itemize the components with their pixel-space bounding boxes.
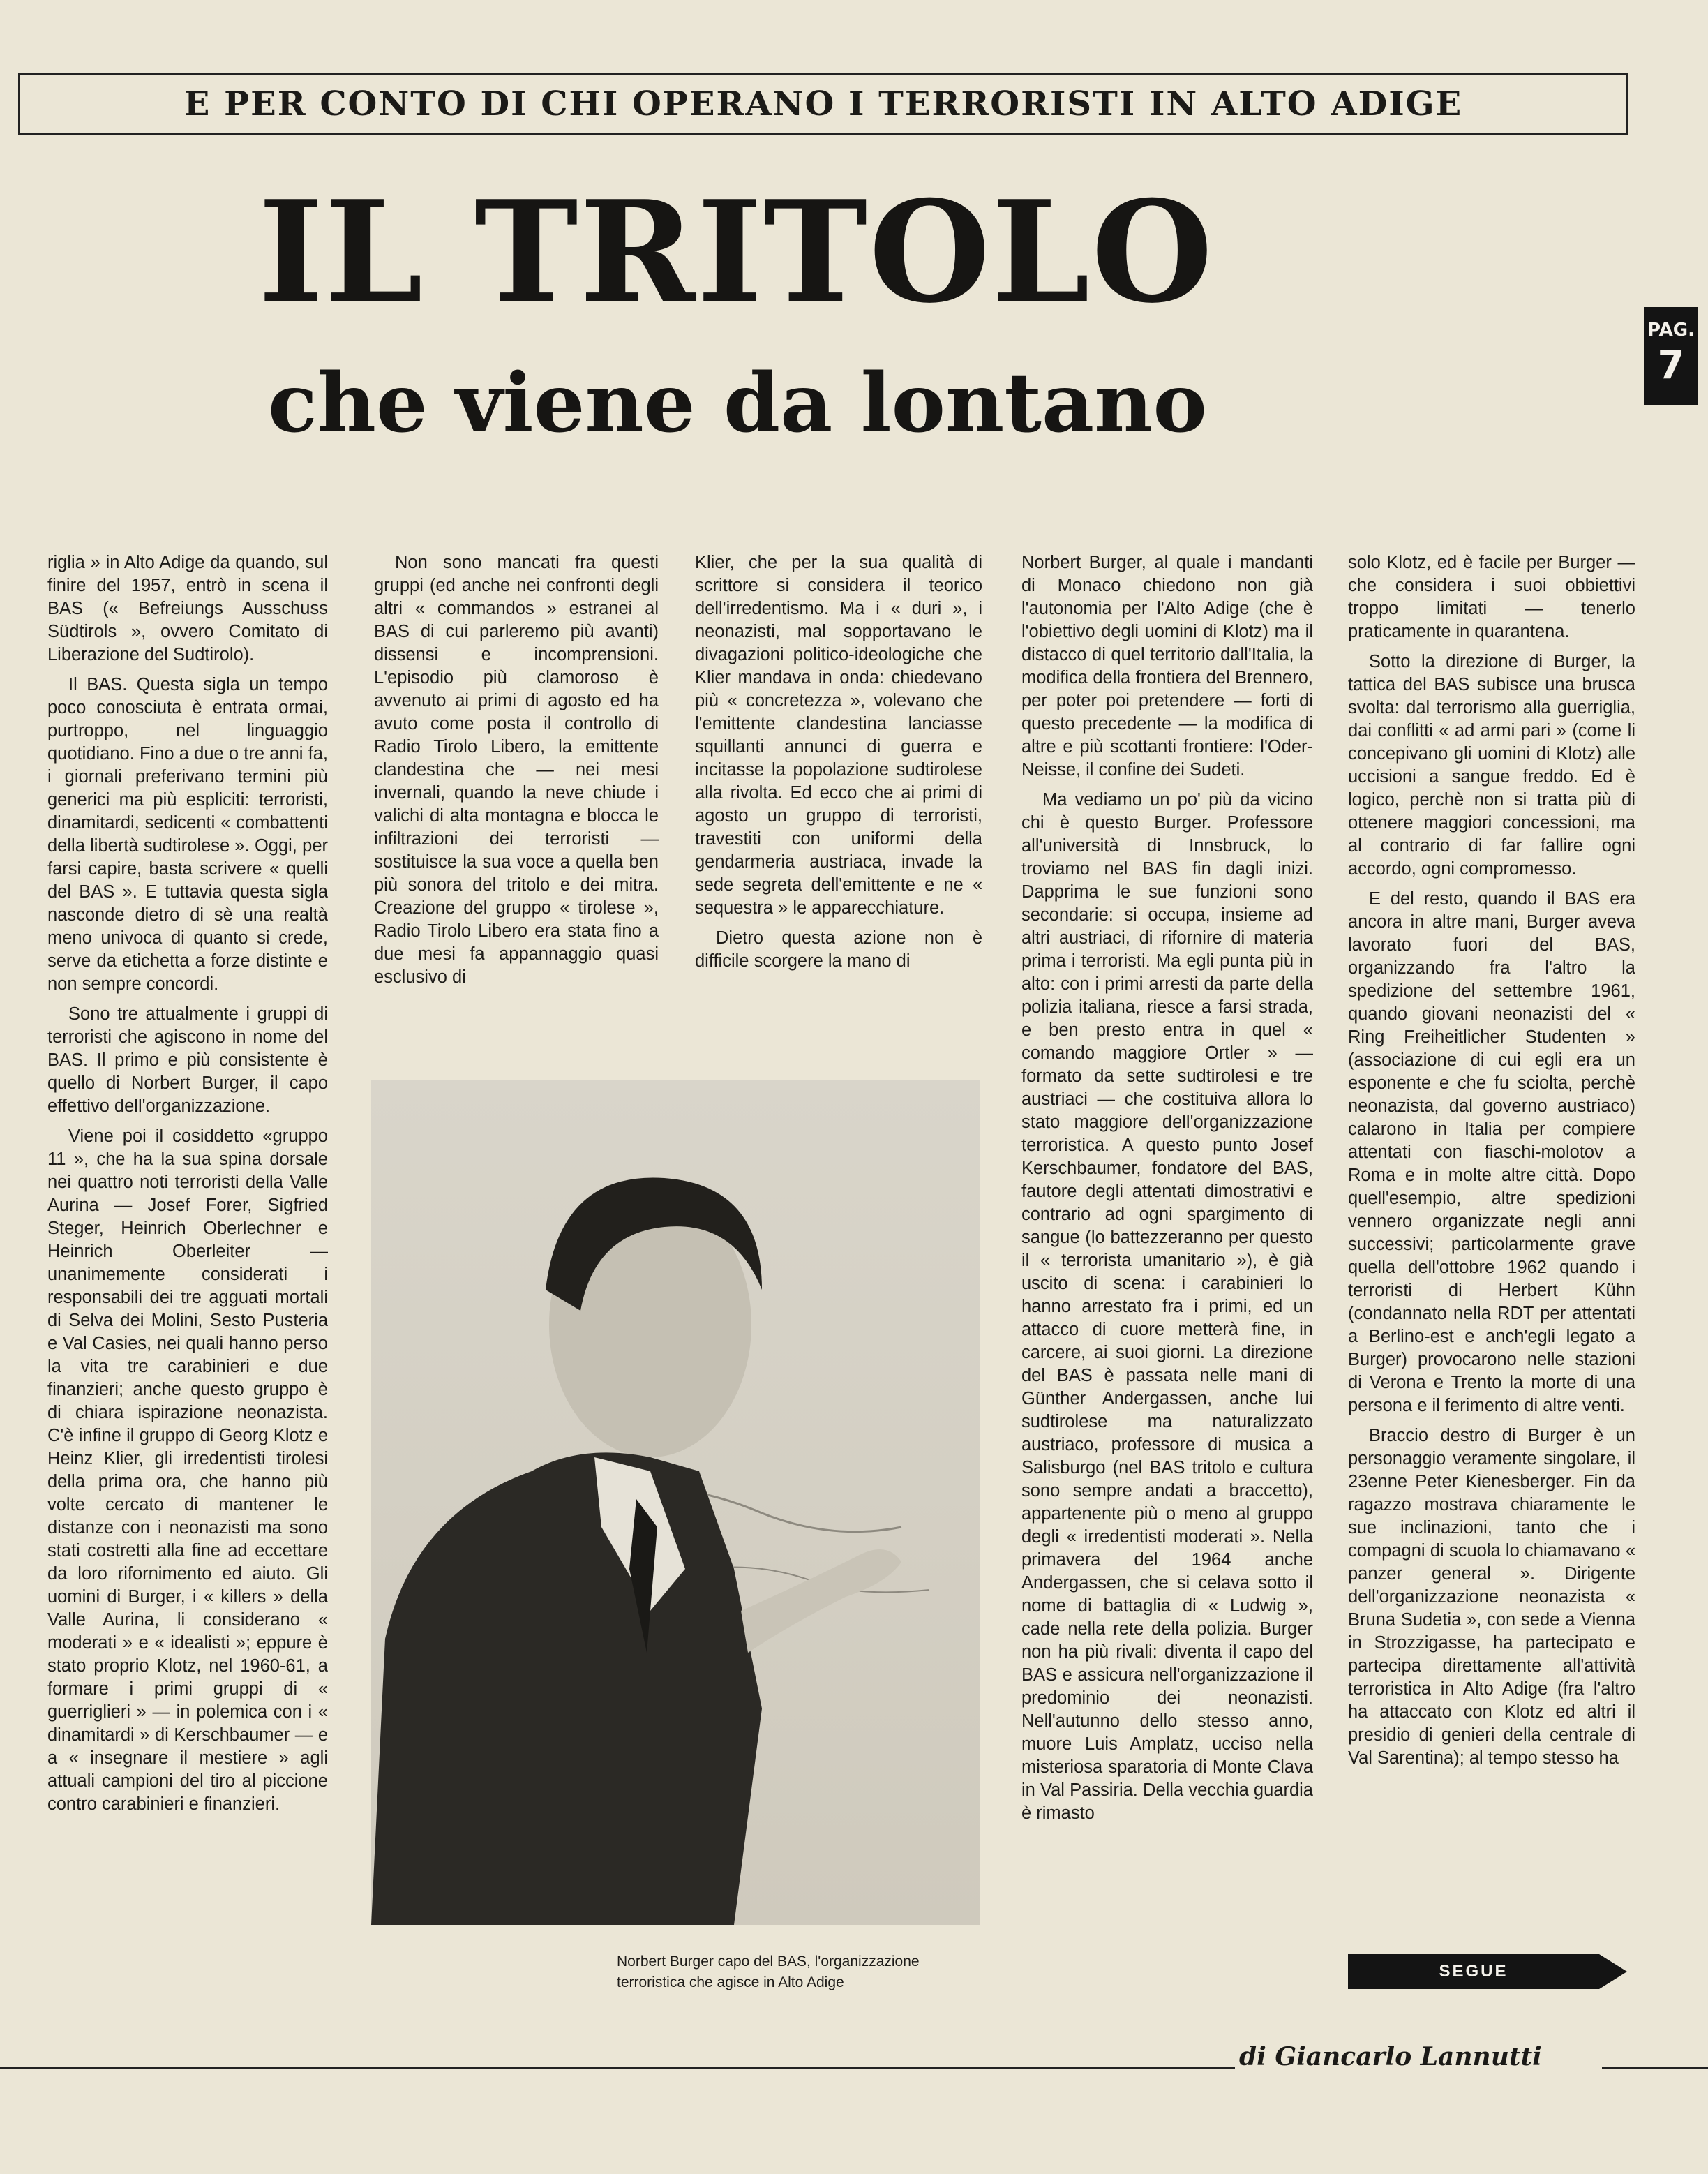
paragraph: Il BAS. Questa sigla un tempo poco conosciuta è entrata ormai, purtroppo, nel linguaggio quotidiano. Fino a due o tre anni fa, i giornali preferivano termini più generici ma più espliciti: terroristi, dinamitardi, sedicenti « combattenti della libertà sudtirolese ». Oggi, per farsi capire, basta scrivere « quelli del BAS ». E tuttavia questa sigla nasconde dietro di sè una realtà meno univoca di quanto si crede, serve da etichetta a forze distinte e non sempre concordi. [47,675,328,994]
article-column-2 [374,551,659,996]
paragraph: Viene poi il cosiddetto «gruppo 11 », che ha la sua spina dorsale nei quattro noti terroristi della Valle Aurina — Josef Forer, Sigfried Steger, Heinrich Oberlechner e Heinrich Oberleiter — unanimemente considerati i responsabili dei tre agguati mortali di Selva dei Molini, Sesto Pusteria e Val Casies, nei quali hanno perso la vita tre carabinieri e due finanzieri; anche questo gruppo è di chiara ispirazione neonazista. C'è infine il gruppo di Georg Klotz e Heinz Klier, gli irredentisti tirolesi della prima ora, che hanno più volte cercato di mantener le distanze con i neonazisti ma sono stati costretti alla fine ad eccettare da loro rifornimento ed aiuto. Gli uomini di Burger, i « killers » della Valle Aurina, li considerano « moderati » e « idealisti »; eppure è stato proprio Klotz, nel 1960-61, a formare i primi gruppi di « guerriglieri » — in polemica con i « dinamitardi » di Kerschbaumer — e a « insegnare il mestiere » agli attuali campioni del tiro al piccione contro carabinieri e finanzieri. [47,1126,328,1814]
article-column-1 [47,551,328,1823]
kicker-box [18,73,1628,135]
paragraph: Sotto la direzione di Burger, la tattica del BAS subisce una brusca svolta: dal terrorismo alla guerriglia, dai conflitti « ad armi pari » (come li concepivano gli uomini di Klotz) alle uccisioni a sangue freddo. Ed è logico, perchè non si tratta più di ottenere maggiori concessioni, ma al contrario di far fallire ogni accordo, ogni compromesso. [1348,652,1635,879]
paragraph: Braccio destro di Burger è un personaggio veramente singolare, il 23enne Peter Kienesberger. Fin da ragazzo mostrava chiaramente le sue inclinazioni, tanto che i compagni di scuola lo chiamavano « panzer general ». Dirigente dell'organizzazione neonazista « Bruna Sudetia », con sede a Vienna in Strozzigasse, ha partecipato e partecipa direttamente all'attività terroristica in Alto Adige (fra l'altro ha attaccato con Klotz ed altri il presidio di genieri della centrale di Val Sarentina); al tempo stesso ha [1348,1426,1635,1768]
page-label: PAG. [1647,320,1695,341]
portrait-illustration [371,1080,980,1925]
article-column-4 [1021,551,1313,1832]
continue-arrow[interactable] [1348,1954,1627,1989]
photo-caption: Norbert Burger capo del BAS, l'organizzazione terroristica che agisce in Alto Adige [617,1953,920,1990]
bottom-rule-end [1602,2067,1708,2069]
paragraph: E del resto, quando il BAS era ancora in altre mani, Burger aveva lavorato fuori del BAS, organizzando fra l'altro la spedizione del settembre 1961, quando giovani neonazisti del « Ring Freiheitlicher Studenten » (associazione di cui egli era un esponente e che fu sciolta, perchè neonazista, dal governo austriaco) calarono in Italia per compiere attentati con fiaschi-molotov a Roma e in molte altre città. Dopo quell'esempio, altre spedizioni vennero organizzate negli anni successivi; particolarmente grave quella dell'ottobre 1962 quando i terroristi di Herbert Kühn (condannato nella RDT per attentati a Berlino-est e anch'egli legato a Burger) provocarono nelle stazioni di Verona e Trento la morte di una persona e il ferimento di altre venti. [1348,889,1635,1415]
page-number: 7 [1657,343,1685,388]
article-column-3 [695,551,982,980]
kicker-text: E PER CONTO DI CHI OPERANO I TERRORISTI IN ALTO ADIGE [183,84,1463,124]
portrait-photo [371,1080,980,1925]
article-column-5 [1348,551,1635,1777]
byline: di Giancarlo Lannutti [1239,2042,1542,2071]
paragraph: riglia » in Alto Adige da quando, sul finire del 1957, entrò in scena il BAS (« Befreiungs Ausschuss Südtirols », ovvero Comitato di Liberazione del Sudtirolo). [47,553,328,664]
paragraph: Ma vediamo un po' più da vicino chi è questo Burger. Professore all'università di Innsbruck, lo troviamo nel BAS fin dagli inizi. Dapprima le sue funzioni sono secondarie: si occupa, insieme ad altri austriaci, di rifornire di materia prima i terroristi. Ma egli punta più in alto: con i primi arresti da parte della polizia italiana, riesce a farsi strada, e ben presto entra in quel « comando maggiore Ortler » — formato da sette sudtirolesi e tre austriaci — che costituiva allora lo stato maggiore dell'organizzazione terroristica. A questo punto Josef Kerschbaumer, fondatore del BAS, fautore degli attentati dimostrativi e contrario ad ogni spargimento di sangue (lo battezzeranno per questo il « terrorista umanitario »), è già uscito di scena: i carabinieri lo hanno arrestato fra i primi, ed un attacco di cuore metterà fine, in carcere, ai suoi giorni. La direzione del BAS è passata nelle mani di Günther Andergassen, anche lui sudtirolese ma naturalizzato austriaco, professore di musica a Salisburgo (nel BAS tritolo e cultura sono sempre andati a braccetto), appartenente più o meno al gruppo degli « irredentisti moderati ». Nella primavera del 1964 anche Andergassen, che si celava sotto il nome di battaglia di « Ludwig », cade nella rete della polizia. Burger non ha più rivali: diventa il capo del BAS e assicura nell'organizzazione il predominio dei neonazisti. Nell'autunno dello stesso anno, muore Luis Amplatz, ucciso nella misteriosa sparatoria di Monte Clava in Val Passiria. Della vecchia guardia è rimasto [1021,790,1313,1823]
paragraph: solo Klotz, ed è facile per Burger — che considera i suoi obbiettivi troppo limitati — tenerlo praticamente in quarantena. [1348,553,1635,641]
paragraph: Dietro questa azione non è difficile scorgere la mano di [695,928,982,971]
paragraph: Klier, che per la sua qualità di scrittore si considera il teorico dell'irredentismo. Ma i « duri », i neonazisti, mal sopportavano le divagazioni politico-ideologiche che Klier mandava in onda: chiedevano più « concretezza », volevano che l'emittente clandestina lanciasse squillanti annunci di guerra e incitasse la popolazione sudtirolese alla rivolta. Ed ecco che ai primi di agosto un gruppo di terroristi, travestiti con uniformi della gendarmeria austriaca, invade la sede segreta dell'emittente e ne « sequestra » le apparecchiature. [695,553,982,918]
paragraph: Norbert Burger, al quale i mandanti di Monaco chiedono non già l'autonomia per l'Alto Adige (che è l'obiettivo degli uomini di Klotz) ma il distacco di quel territorio dall'Italia, la modifica della frontiera del Brennero, per poter poi pretendere — forti di questo precedente — la modifica di altre e più scottanti frontiere: l'Oder-Neisse, il confine dei Sudeti. [1021,553,1313,780]
paragraph: Non sono mancati fra questi gruppi (ed anche nei confronti degli altri « commandos » estranei al BAS di cui parleremo più avanti) dissensi e incomprensioni. L'episodio più clamoroso è avvenuto ai primi di agosto ed ha avuto come posta il controllo di Radio Tirolo Libero, la emittente clandestina che — nei mesi invernali, quando la neve chiude i valichi di alta montagna e blocca le infiltrazioni dei terroristi — sostituisce la sua voce a quella ben più sonora del tritolo e dei mitra. Creazione del gruppo « tirolese », Radio Tirolo Libero era stata fino a due mesi fa appannaggio quasi esclusivo di [374,553,659,987]
headline-subtitle: che viene da lontano [268,356,1207,451]
paragraph: Sono tre attualmente i gruppi di terroristi che agiscono in nome del BAS. Il primo e più consistente è quello di Norbert Burger, il capo effettivo dell'organizzazione. [47,1004,328,1116]
continue-label: SEGUE [1439,1962,1508,1981]
bottom-rule [0,2067,1235,2069]
page-number-tab [1644,307,1698,405]
headline-title: IL TRITOLO [258,170,1215,334]
